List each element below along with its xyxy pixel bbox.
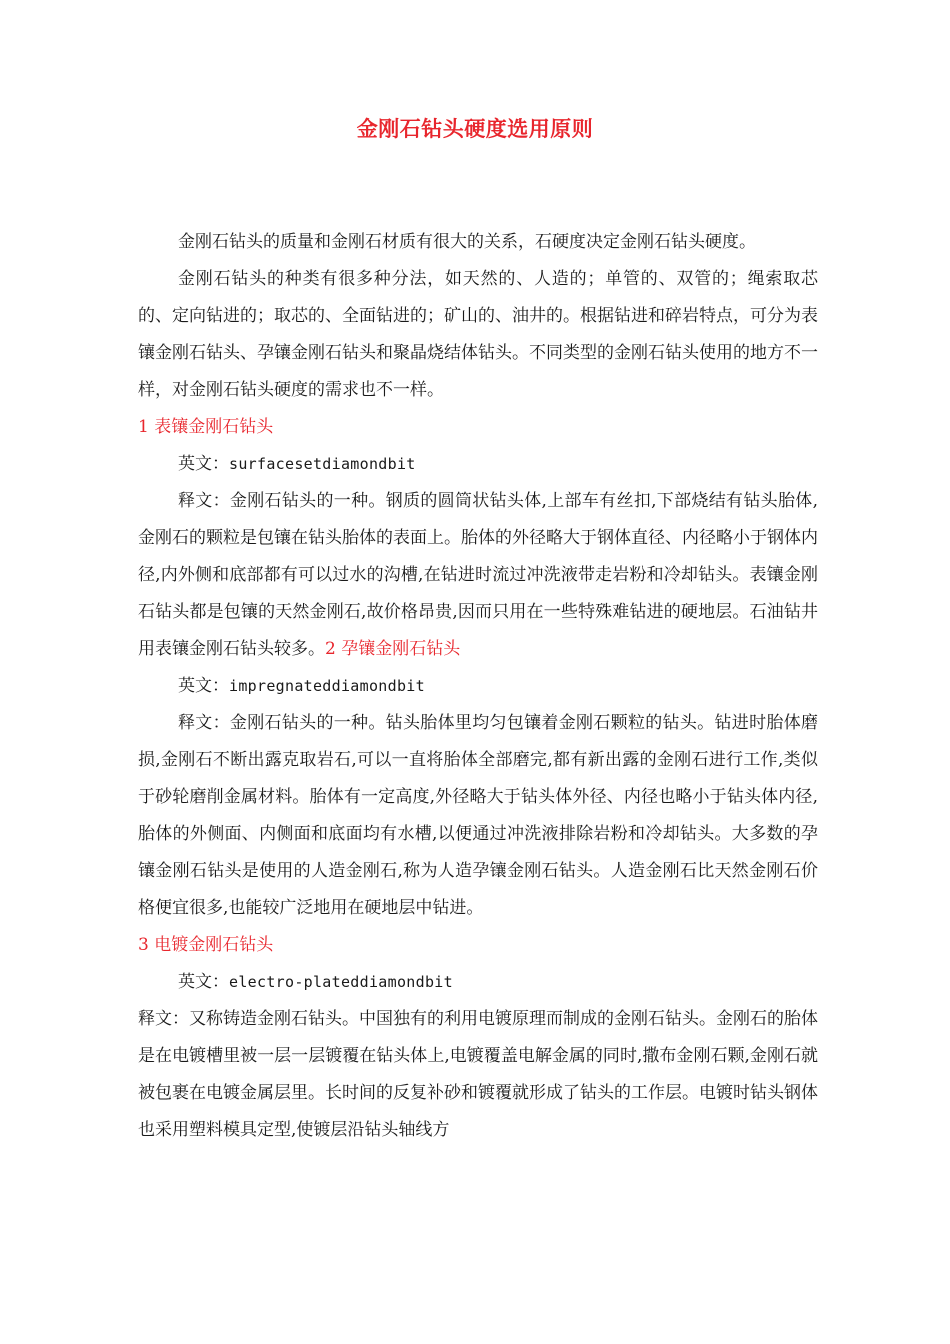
english-term: surfacesetdiamondbit — [229, 455, 416, 473]
intro-paragraph-1: 金刚石钻头的质量和金刚石材质有很大的关系，石硬度决定金刚石钻头硬度。 — [178, 232, 756, 252]
english-term: electro-plateddiamondbit — [229, 973, 453, 991]
english-label: 英文： — [178, 454, 229, 474]
section-3-description: 释文：又称铸造金刚石钻头。中国独有的利用电镀原理而制成的金刚石钻头。金刚石的胎体是在电镀槽里被一层一层镀覆在钻头体上,电镀覆盖电解金属的同时,撒布金刚石颗,金刚石就被包裹在电镀金属层里。长时间的反复补砂和镀覆就形成了钻头的工作层。电镀时钻头钢体也采用塑料模具定型,使镀层沿钻头轴线方 — [138, 1009, 818, 1140]
english-label: 英文： — [178, 676, 229, 696]
document-body — [138, 224, 818, 1149]
english-label: 英文： — [178, 972, 229, 992]
english-term: impregnateddiamondbit — [229, 677, 425, 695]
section-1-heading: 1 表镶金刚石钻头 — [138, 417, 274, 437]
section-1-description-text: 释文：金刚石钻头的一种。钢质的圆筒状钻头体,上部车有丝扣,下部烧结有钻头胎体,金刚石的颗粒是包镶在钻头胎体的表面上。胎体的外径略大于钢体直径、内径略小于钢体内径,内外侧和底部都有可以过水的沟槽,在钻进时流过冲洗液带走岩粉和冷却钻头。表镶金刚石钻头都是包镶的天然金刚石,故价格昂贵,因而只用在一些特殊难钻进的硬地层。石油钻井用表镶金刚石钻头较多。 — [138, 491, 818, 659]
section-2-heading: 2 孕镶金刚石钻头 — [325, 639, 461, 659]
section-1-english — [138, 446, 818, 483]
intro-paragraph-2: 金刚石钻头的种类有很多种分法，如天然的、人造的；单管的、双管的；绳索取芯的、定向钻进的；取芯的、全面钻进的；矿山的、油井的。根据钻进和碎岩特点，可分为表镶金刚石钻头、孕镶金刚石钻头和聚晶烧结体钻头。不同类型的金刚石钻头使用的地方不一样，对金刚石钻头硬度的需求也不一样。 — [138, 269, 818, 400]
section-2-description: 释文：金刚石钻头的一种。钻头胎体里均匀包镶着金刚石颗粒的钻头。钻进时胎体磨损,金刚石不断出露克取岩石,可以一直将胎体全部磨完,都有新出露的金刚石进行工作,类似于砂轮磨削金属材料。胎体有一定高度,外径略大于钻头体外径、内径也略小于钻头体内径,胎体的外侧面、内侧面和底面均有水槽,以便通过冲洗液排除岩粉和冷却钻头。大多数的孕镶金刚石钻头是使用的人造金刚石,称为人造孕镶金刚石钻头。人造金刚石比天然金刚石价格便宜很多,也能较广泛地用在硬地层中钻进。 — [138, 713, 818, 918]
section-3-heading: 3 电镀金刚石钻头 — [138, 935, 274, 955]
document-title: 金刚石钻头硬度选用原则 — [356, 117, 594, 141]
section-1-description — [138, 483, 818, 668]
section-3-english — [138, 964, 818, 1001]
section-2-english — [138, 668, 818, 705]
